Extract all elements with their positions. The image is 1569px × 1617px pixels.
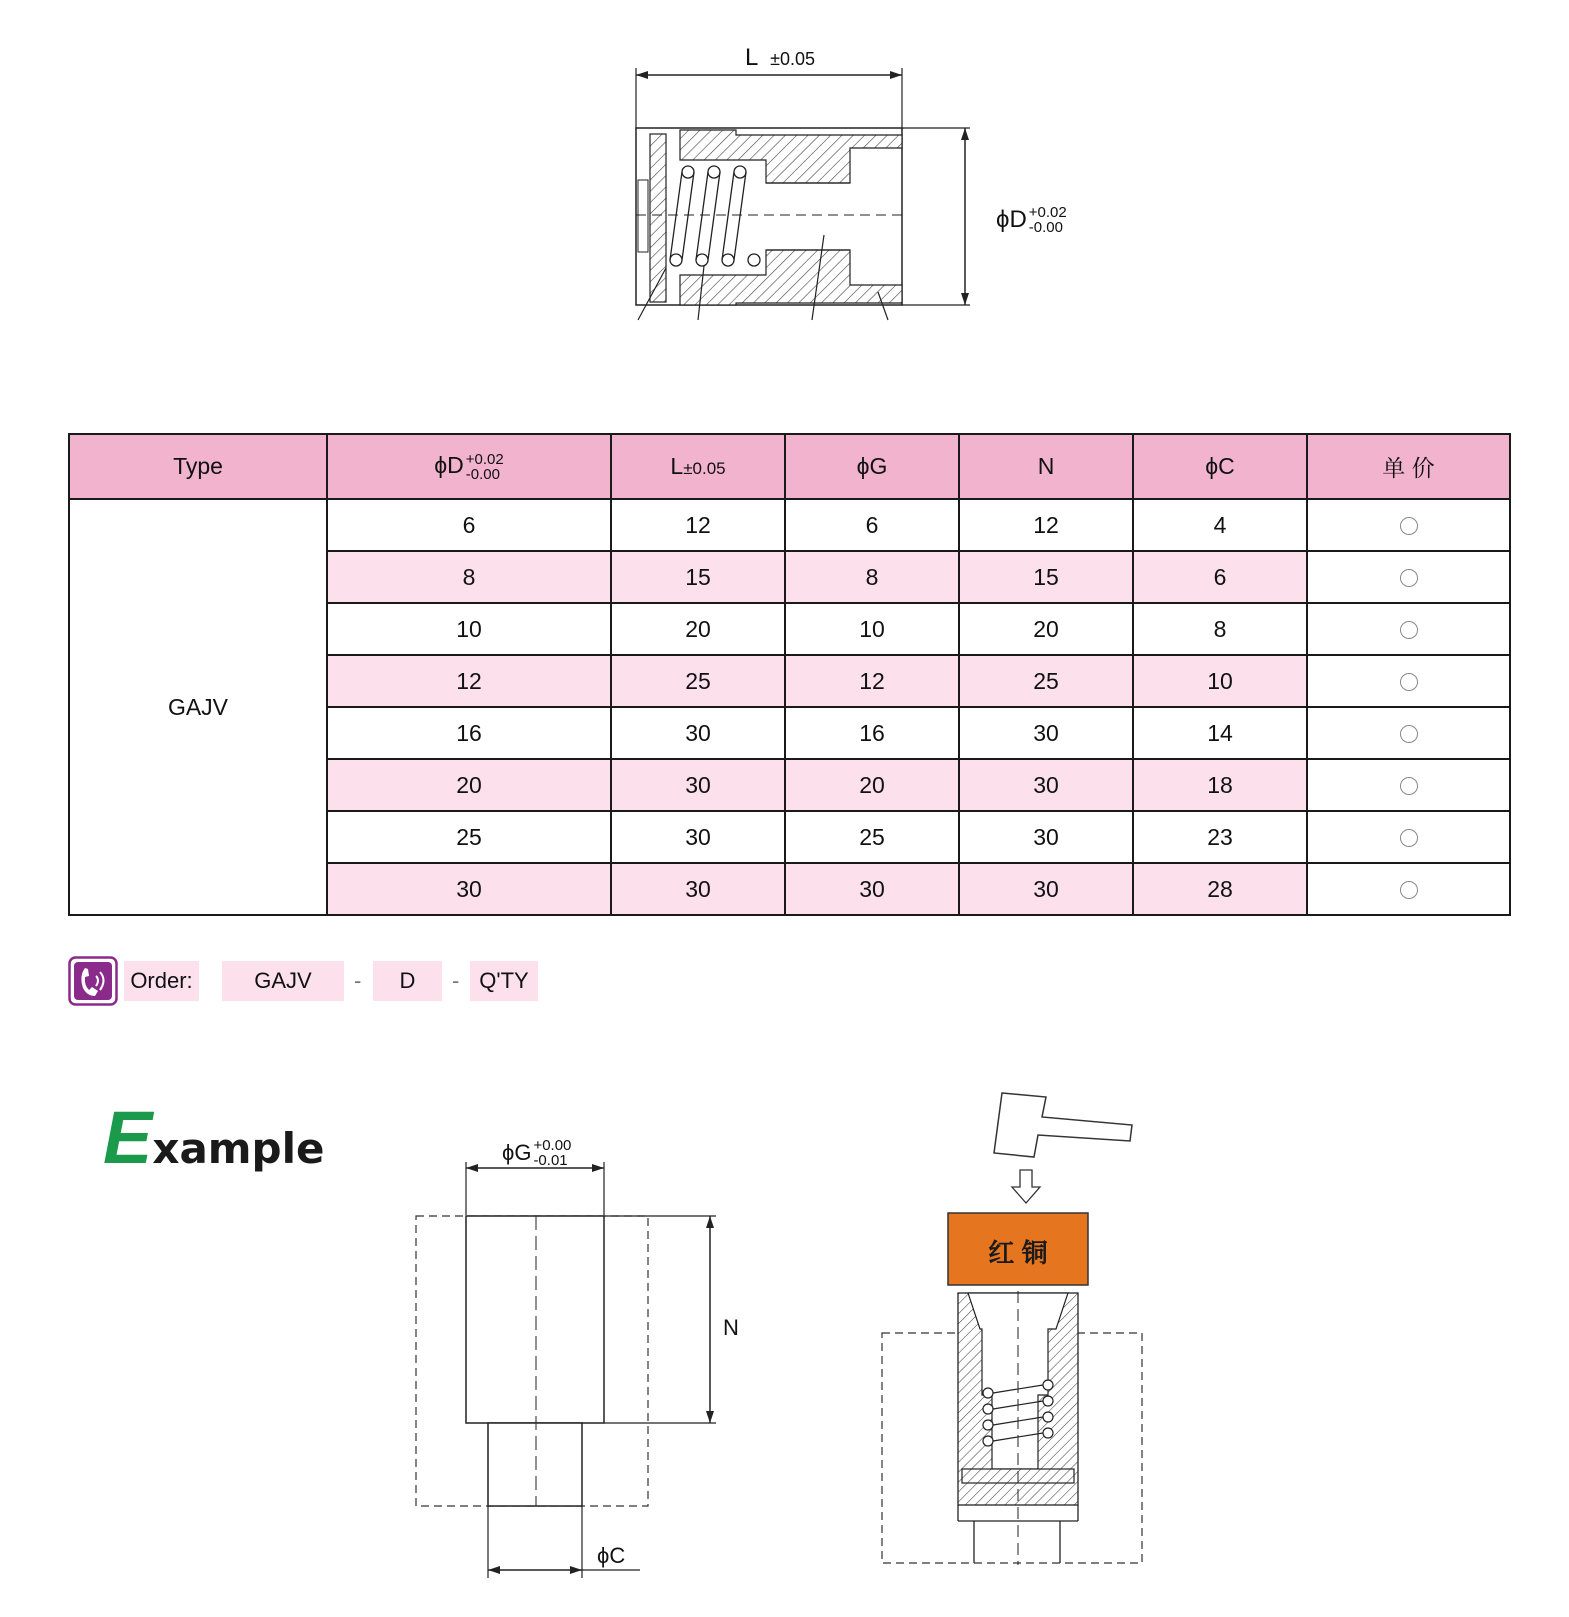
top-cross-section-drawing <box>620 40 1090 340</box>
cell-l: 30 <box>611 707 785 759</box>
price-cell <box>1307 707 1510 759</box>
cell-d: 20 <box>327 759 611 811</box>
cell-d: 12 <box>327 655 611 707</box>
header-type: Type <box>69 434 327 499</box>
order-separator: - <box>354 968 362 993</box>
cell-g: 10 <box>785 603 959 655</box>
cell-n: 30 <box>959 759 1133 811</box>
cell-d: 25 <box>327 811 611 863</box>
cell-l: 30 <box>611 759 785 811</box>
cell-l: 15 <box>611 551 785 603</box>
diameter-dimension-label <box>996 205 1067 235</box>
example-title <box>103 1095 325 1180</box>
price-radio[interactable] <box>1400 621 1418 639</box>
cell-d: 10 <box>327 603 611 655</box>
cell-d: 16 <box>327 707 611 759</box>
order-qty: Q'TY <box>470 961 538 1001</box>
cell-l: 30 <box>611 811 785 863</box>
cell-g: 12 <box>785 655 959 707</box>
cell-d: 30 <box>327 863 611 915</box>
cell-l: 30 <box>611 863 785 915</box>
header-n: N <box>959 434 1133 499</box>
price-cell <box>1307 759 1510 811</box>
cell-n: 12 <box>959 499 1133 551</box>
order-label: Order: <box>124 961 199 1001</box>
cell-g: 30 <box>785 863 959 915</box>
cell-n: 30 <box>959 707 1133 759</box>
example-title-rest: xample <box>152 1124 325 1173</box>
price-radio[interactable] <box>1400 517 1418 535</box>
price-cell <box>1307 603 1510 655</box>
table-header-row <box>69 434 1510 499</box>
copper-block-label: 红 铜 <box>988 1238 1048 1268</box>
header-g: ϕG <box>785 434 959 499</box>
cell-l: 25 <box>611 655 785 707</box>
length-tolerance: ±0.05 <box>770 49 816 69</box>
cell-l: 20 <box>611 603 785 655</box>
hammer-icon <box>994 1093 1132 1157</box>
cell-c: 14 <box>1133 707 1307 759</box>
cell-n: 25 <box>959 655 1133 707</box>
cell-n: 30 <box>959 811 1133 863</box>
cell-n: 15 <box>959 551 1133 603</box>
price-cell <box>1307 863 1510 915</box>
cell-d: 6 <box>327 499 611 551</box>
header-d: ϕD +0.02 -0.00 <box>327 434 611 499</box>
n-dimension-label: N <box>723 1315 739 1340</box>
specification-table <box>68 433 1511 916</box>
cell-g: 6 <box>785 499 959 551</box>
diameter-symbol: ϕD <box>996 206 1027 233</box>
header-c: ϕC <box>1133 434 1307 499</box>
cell-g: 16 <box>785 707 959 759</box>
phone-order-icon <box>68 956 118 1006</box>
price-radio[interactable] <box>1400 673 1418 691</box>
cell-d: 8 <box>327 551 611 603</box>
price-radio[interactable] <box>1400 569 1418 587</box>
cell-c: 8 <box>1133 603 1307 655</box>
order-param-d: D <box>373 961 442 1001</box>
price-radio[interactable] <box>1400 829 1418 847</box>
price-radio[interactable] <box>1400 777 1418 795</box>
cell-c: 10 <box>1133 655 1307 707</box>
price-cell <box>1307 655 1510 707</box>
length-symbol: L <box>745 44 758 71</box>
cell-n: 20 <box>959 603 1133 655</box>
price-radio[interactable] <box>1400 881 1418 899</box>
pin-dimension-drawing <box>400 1150 740 1580</box>
cell-c: 18 <box>1133 759 1307 811</box>
cell-c: 6 <box>1133 551 1307 603</box>
header-l: L±0.05 <box>611 434 785 499</box>
diameter-tolerance: +0.02 -0.00 <box>1028 204 1067 236</box>
cell-c: 28 <box>1133 863 1307 915</box>
cell-n: 30 <box>959 863 1133 915</box>
cell-g: 8 <box>785 551 959 603</box>
length-dimension-label <box>745 44 815 72</box>
press-fit-drawing <box>870 1085 1170 1575</box>
cell-g: 25 <box>785 811 959 863</box>
header-price: 单 价 <box>1307 434 1510 499</box>
price-cell <box>1307 551 1510 603</box>
order-code: GAJV <box>222 961 344 1001</box>
price-radio[interactable] <box>1400 725 1418 743</box>
cell-c: 4 <box>1133 499 1307 551</box>
price-cell <box>1307 499 1510 551</box>
price-cell <box>1307 811 1510 863</box>
cell-c: 23 <box>1133 811 1307 863</box>
type-cell: GAJV <box>69 499 327 915</box>
c-dimension-label: ϕC <box>597 1543 626 1568</box>
cell-g: 20 <box>785 759 959 811</box>
order-separator: - <box>452 968 460 993</box>
table-row <box>69 499 1510 551</box>
cell-l: 12 <box>611 499 785 551</box>
g-dimension-label: ϕG +0.00 -0.01 <box>502 1137 572 1169</box>
example-title-initial: E <box>103 1096 153 1179</box>
